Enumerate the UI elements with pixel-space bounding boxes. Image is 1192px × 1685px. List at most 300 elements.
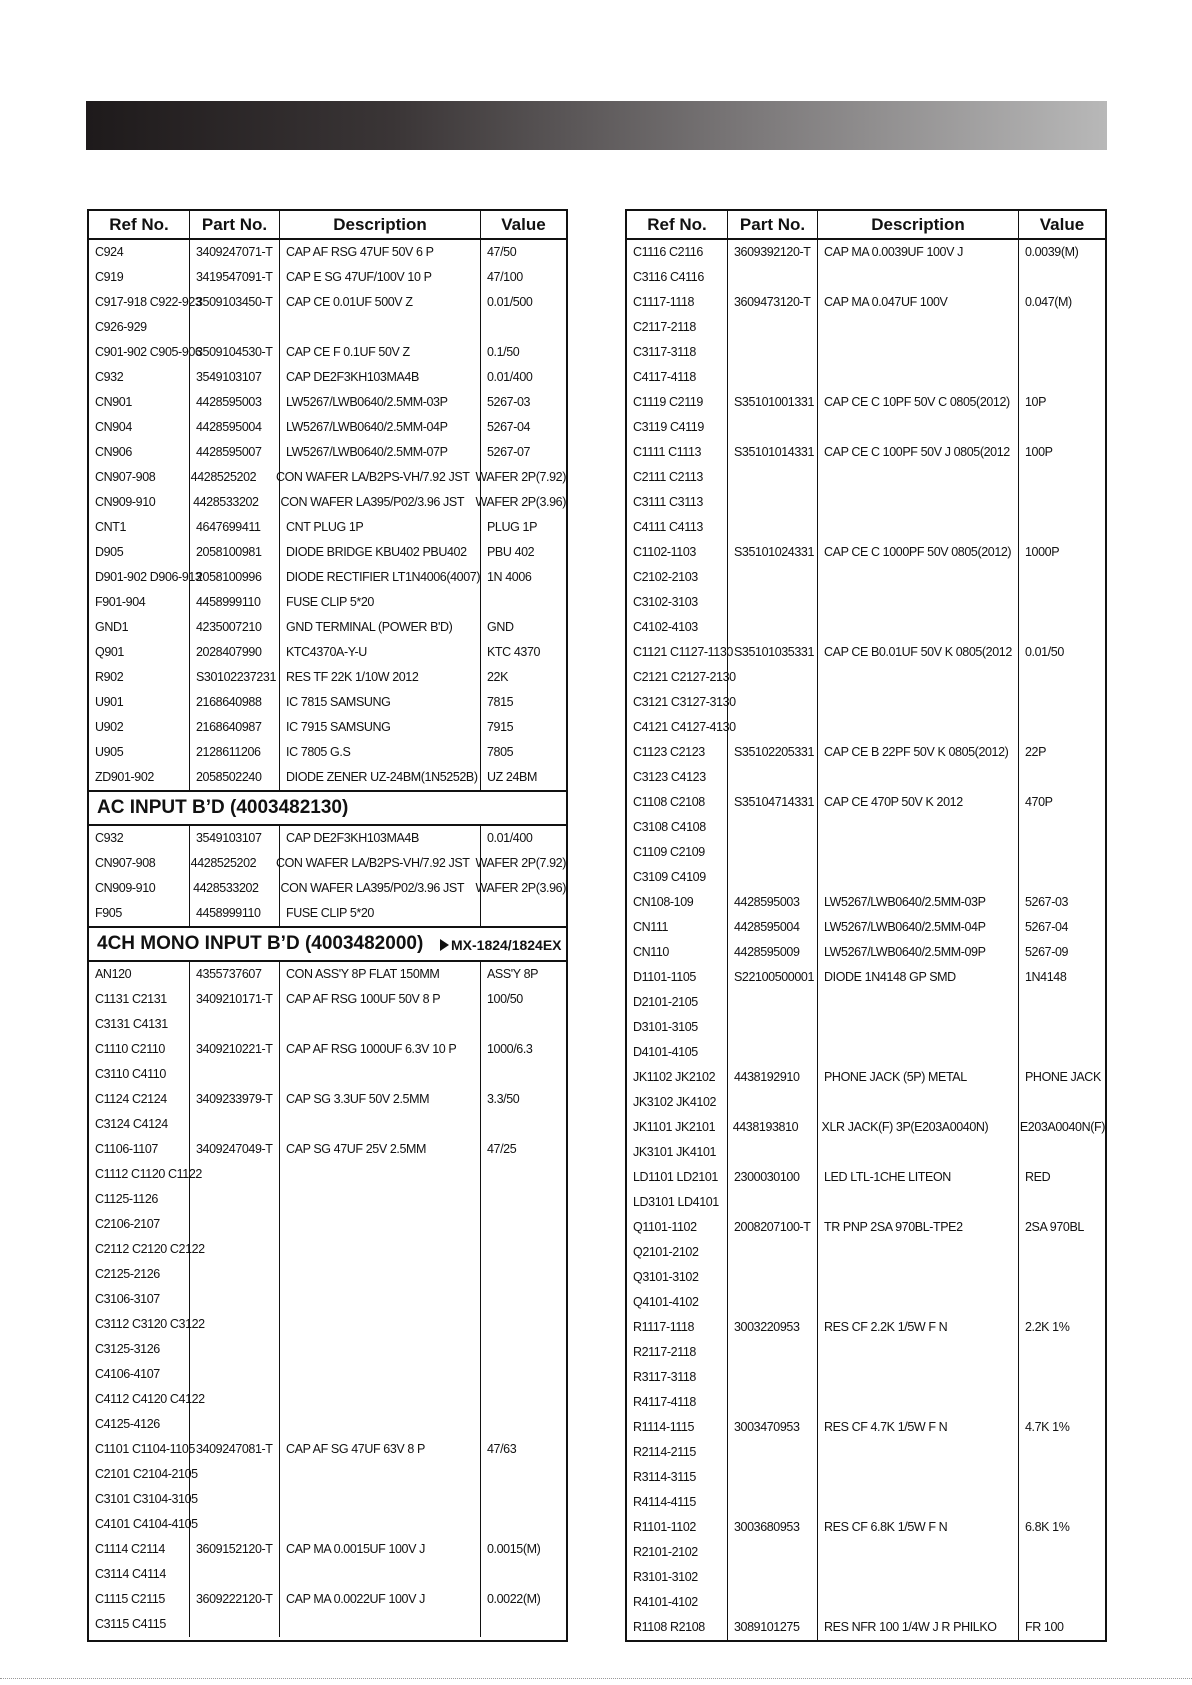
value-cell: 5267-04: [1025, 920, 1069, 934]
part-no-cell: [728, 1015, 818, 1040]
ref-no-cell: F905: [95, 906, 122, 920]
value-cell: GND: [487, 620, 514, 634]
ref-no-cell: C1125-1126: [95, 1192, 158, 1206]
table-row: [627, 1490, 1105, 1515]
table-row: [89, 1062, 566, 1087]
col-ref-no: Ref No.: [89, 211, 190, 238]
value-cell: UZ 24BM: [487, 770, 537, 784]
description-cell: CAP AF RSG 1000UF 6.3V 10 P: [286, 1042, 457, 1056]
ref-no-cell: R4117-4118: [633, 1395, 696, 1409]
part-no-cell: 3003470953: [734, 1420, 800, 1434]
description-cell: [818, 340, 1019, 365]
part-no-cell: [728, 1490, 818, 1515]
ref-no-cell: C3109 C4109: [633, 870, 706, 884]
part-no-cell: S35101035331: [734, 645, 815, 659]
table-row: [89, 1387, 566, 1412]
ref-no-cell: C4101 C4104-4105: [95, 1517, 198, 1531]
table-row: [627, 365, 1105, 390]
description-cell: CON ASS'Y 8P FLAT 150MM: [286, 967, 440, 981]
part-no-cell: S35101014331: [734, 445, 815, 459]
table-section: [89, 826, 566, 926]
value-cell: 5267-03: [1025, 895, 1069, 909]
table-row: [89, 826, 566, 851]
description-cell: CAP SG 47UF 25V 2.5MM: [286, 1142, 427, 1156]
description-cell: XLR JACK(F) 3P(E203A0040N): [821, 1120, 989, 1134]
table-row: [89, 1312, 566, 1337]
ref-no-cell: C3116 C4116: [633, 270, 704, 284]
ref-no-cell: R1117-1118: [633, 1320, 695, 1334]
value-cell: 47/63: [487, 1442, 517, 1456]
table-row: [89, 1562, 566, 1587]
table-row: [89, 1187, 566, 1212]
value-cell: [1019, 1340, 1105, 1365]
table-row: [89, 515, 566, 540]
description-cell: [280, 1187, 481, 1212]
part-no-cell: 2300030100: [734, 1170, 800, 1184]
ref-no-cell: CN904: [95, 420, 132, 434]
value-cell: 47/50: [487, 245, 517, 259]
description-cell: [280, 1312, 481, 1337]
part-no-cell: [190, 1487, 280, 1512]
table-row: [89, 1537, 566, 1562]
part-no-cell: [728, 1290, 818, 1315]
description-cell: CAP MA 0.0039UF 100V J: [824, 245, 963, 259]
part-no-cell: 4355737607: [196, 967, 262, 981]
triangle-right-icon: [440, 939, 449, 951]
part-no-cell: 2168640988: [196, 695, 262, 709]
part-no-cell: [190, 1462, 280, 1487]
table-row: [89, 901, 566, 926]
part-no-cell: 2058100996: [196, 570, 262, 584]
part-no-cell: [190, 315, 280, 340]
part-no-cell: [728, 1265, 818, 1290]
value-cell: [1019, 1440, 1105, 1465]
part-no-cell: 3089101275: [734, 1620, 800, 1634]
value-cell: 1N 4006: [487, 570, 532, 584]
value-cell: [1019, 1265, 1105, 1290]
part-no-cell: [190, 1412, 280, 1437]
description-cell: [280, 1412, 481, 1437]
table-row: [89, 490, 566, 515]
value-cell: [481, 1162, 566, 1187]
description-cell: CAP CE C 1000PF 50V 0805(2012): [824, 545, 1012, 559]
value-cell: 6.8K 1%: [1025, 1520, 1070, 1534]
value-cell: [1019, 1390, 1105, 1415]
description-cell: RES CF 6.8K 1/5W F N: [824, 1520, 948, 1534]
table-row: [627, 1215, 1105, 1240]
ref-no-cell: C1106-1107: [95, 1142, 158, 1156]
table-row: [89, 1337, 566, 1362]
table-row: [627, 490, 1105, 515]
value-cell: 0.01/400: [487, 831, 533, 845]
value-cell: [1019, 1365, 1105, 1390]
ref-no-cell: C2101 C2104-2105: [95, 1467, 198, 1481]
ref-no-cell: C901-902 C905-906: [95, 345, 202, 359]
table-row: [89, 765, 566, 790]
section-title: [89, 926, 566, 962]
value-cell: 0.01/400: [487, 370, 533, 384]
table-row: [627, 1140, 1105, 1165]
part-no-cell: [728, 465, 818, 490]
value-cell: 1N4148: [1025, 970, 1067, 984]
part-no-cell: 3609392120-T: [734, 245, 811, 259]
part-no-cell: [728, 340, 818, 365]
value-cell: [481, 1237, 566, 1262]
ref-no-cell: C2106-2107: [95, 1217, 160, 1231]
header-banner: [86, 101, 1107, 150]
ref-no-cell: C1119 C2119: [633, 395, 703, 409]
table-row: [89, 1137, 566, 1162]
table-row: [627, 340, 1105, 365]
table-row: [89, 962, 566, 987]
description-cell: [818, 490, 1019, 515]
ref-no-cell: R1101-1102: [633, 1520, 696, 1534]
table-row: [627, 1440, 1105, 1465]
table-row: [627, 1265, 1105, 1290]
part-no-cell: [728, 1440, 818, 1465]
ref-no-cell: C1102-1103: [633, 545, 696, 559]
model-note: [440, 929, 562, 961]
value-cell: WAFER 2P(7.92): [475, 856, 566, 870]
ref-no-cell: C4111 C4113: [633, 520, 703, 534]
value-cell: [1019, 840, 1105, 865]
table-row: [89, 1437, 566, 1462]
table-row: [89, 1162, 566, 1187]
ref-no-cell: U901: [95, 695, 124, 709]
description-cell: [818, 1565, 1019, 1590]
ref-no-cell: R1108 R2108: [633, 1620, 705, 1634]
description-cell: CAP CE C 10PF 50V C 0805(2012): [824, 395, 1010, 409]
table-row: [627, 1315, 1105, 1340]
value-cell: 100/50: [487, 992, 523, 1006]
table-row: [627, 1065, 1105, 1090]
ref-no-cell: CN906: [95, 445, 132, 459]
table-row: [89, 1262, 566, 1287]
value-cell: 5267-09: [1025, 945, 1069, 959]
part-no-cell: [728, 265, 818, 290]
table-row: [89, 465, 566, 490]
description-cell: CAP AF RSG 47UF 50V 6 P: [286, 245, 434, 259]
table-body: [89, 240, 566, 1637]
table-row: [627, 615, 1105, 640]
table-row: [627, 1240, 1105, 1265]
description-cell: RES NFR 100 1/4W J R PHILKO: [824, 1620, 997, 1634]
part-no-cell: 4458999110: [196, 906, 261, 920]
ref-no-cell: R2114-2115: [633, 1445, 696, 1459]
description-cell: CON WAFER LA395/P02/3.96 JST: [280, 881, 465, 895]
description-cell: [818, 565, 1019, 590]
description-cell: [818, 1290, 1019, 1315]
table-row: [89, 240, 566, 265]
table-row: [627, 740, 1105, 765]
ref-no-cell: D905: [95, 545, 124, 559]
value-cell: [481, 1262, 566, 1287]
parts-table-right: [625, 209, 1107, 1642]
description-cell: LW5267/LWB0640/2.5MM-03P: [824, 895, 986, 909]
description-cell: IC 7915 SAMSUNG: [286, 720, 391, 734]
value-cell: [481, 1412, 566, 1437]
ref-no-cell: C2121 C2127-2130: [633, 670, 736, 684]
ref-no-cell: CN909-910: [95, 881, 156, 895]
ref-no-cell: C3119 C4119: [633, 420, 704, 434]
part-no-cell: 3419547091-T: [196, 270, 273, 284]
part-no-cell: [190, 1612, 280, 1637]
ref-no-cell: C1101 C1104-1105: [95, 1442, 195, 1456]
value-cell: [1019, 1140, 1105, 1165]
ref-no-cell: U902: [95, 720, 124, 734]
description-cell: [818, 1090, 1019, 1115]
table-row: [627, 1515, 1105, 1540]
description-cell: CAP AF RSG 100UF 50V 8 P: [286, 992, 441, 1006]
value-cell: [481, 1562, 566, 1587]
table-row: [89, 1412, 566, 1437]
description-cell: CAP DE2F3KH103MA4B: [286, 370, 419, 384]
ref-no-cell: JK3102 JK4102: [633, 1095, 717, 1109]
part-no-cell: 4428595004: [196, 420, 262, 434]
description-cell: PHONE JACK (5P) METAL: [824, 1070, 967, 1084]
part-no-cell: 3609473120-T: [734, 295, 811, 309]
part-no-cell: 3509103450-T: [196, 295, 273, 309]
description-cell: [280, 1062, 481, 1087]
value-cell: [1019, 1090, 1105, 1115]
ref-no-cell: ZD901-902: [95, 770, 154, 784]
table-row: [627, 765, 1105, 790]
part-no-cell: 4647699411: [196, 520, 261, 534]
ref-no-cell: CN901: [95, 395, 132, 409]
ref-no-cell: C1109 C2109: [633, 845, 705, 859]
part-no-cell: [190, 1387, 280, 1412]
value-cell: 470P: [1025, 795, 1053, 809]
description-cell: CAP CE B 22PF 50V K 0805(2012): [824, 745, 1009, 759]
description-cell: [280, 1012, 481, 1037]
part-no-cell: [728, 315, 818, 340]
value-cell: [1019, 1590, 1105, 1615]
ref-no-cell: C1124 C2124: [95, 1092, 167, 1106]
value-cell: E203A0040N(F): [1019, 1120, 1105, 1134]
part-no-cell: [728, 1190, 818, 1215]
part-no-cell: 3409247081-T: [196, 1442, 273, 1456]
part-no-cell: [728, 765, 818, 790]
table-row: [89, 715, 566, 740]
ref-no-cell: C2112 C2120 C2122: [95, 1242, 205, 1256]
part-no-cell: 3549103107: [196, 370, 262, 384]
value-cell: [481, 1062, 566, 1087]
col-value: Value: [1039, 215, 1085, 234]
value-cell: 1000P: [1025, 545, 1060, 559]
table-row: [89, 290, 566, 315]
col-description: Description: [818, 211, 1019, 238]
part-no-cell: 2058100981: [196, 545, 262, 559]
value-cell: 0.01/500: [487, 295, 533, 309]
description-cell: [818, 415, 1019, 440]
ref-no-cell: C926-929: [95, 320, 147, 334]
ref-no-cell: JK3101 JK4101: [633, 1145, 717, 1159]
ref-no-cell: CNT1: [95, 520, 127, 534]
table-row: [627, 290, 1105, 315]
value-cell: 7915: [487, 720, 514, 734]
value-cell: 0.0039(M): [1025, 245, 1079, 259]
table-row: [627, 965, 1105, 990]
description-cell: CON WAFER LA395/P02/3.96 JST: [280, 495, 465, 509]
part-no-cell: [190, 1362, 280, 1387]
part-no-cell: S35101024331: [734, 545, 815, 559]
ref-no-cell: C924: [95, 245, 124, 259]
part-no-cell: 4428533202: [193, 881, 259, 895]
value-cell: 2SA 970BL: [1025, 1220, 1084, 1234]
table-row: [89, 540, 566, 565]
part-no-cell: 3509104530-T: [196, 345, 273, 359]
ref-no-cell: C3115 C4115: [95, 1617, 166, 1631]
description-cell: LW5267/LWB0640/2.5MM-09P: [824, 945, 986, 959]
table-row: [89, 615, 566, 640]
description-cell: [818, 1365, 1019, 1390]
ref-no-cell: C1117-1118: [633, 295, 695, 309]
table-row: [89, 640, 566, 665]
value-cell: [481, 1387, 566, 1412]
value-cell: RED: [1025, 1170, 1051, 1184]
value-cell: 7805: [487, 745, 514, 759]
ref-no-cell: C1116 C2116: [633, 245, 703, 259]
value-cell: [1019, 990, 1105, 1015]
description-cell: [280, 1362, 481, 1387]
description-cell: DIODE BRIDGE KBU402 PBU402: [286, 545, 467, 559]
section-title-text: 4CH MONO INPUT B’D (4003482000): [97, 933, 424, 954]
description-cell: RES CF 2.2K 1/5W F N: [824, 1320, 948, 1334]
description-cell: FUSE CLIP 5*20: [286, 595, 374, 609]
value-cell: 5267-03: [487, 395, 531, 409]
part-no-cell: 3409247049-T: [196, 1142, 273, 1156]
ref-no-cell: U905: [95, 745, 124, 759]
part-no-cell: [728, 1340, 818, 1365]
table-row: [627, 1415, 1105, 1440]
description-cell: [280, 1512, 481, 1537]
ref-no-cell: D2101-2105: [633, 995, 698, 1009]
description-cell: [818, 1190, 1019, 1215]
description-cell: [818, 765, 1019, 790]
part-no-cell: [190, 1062, 280, 1087]
ref-no-cell: D4101-4105: [633, 1045, 698, 1059]
table-row: [89, 987, 566, 1012]
table-row: [89, 1037, 566, 1062]
ref-no-cell: R4114-4115: [633, 1495, 696, 1509]
description-cell: IC 7815 SAMSUNG: [286, 695, 391, 709]
table-row: [89, 265, 566, 290]
table-row: [627, 390, 1105, 415]
part-no-cell: S22100500001: [734, 970, 815, 984]
ref-no-cell: C3124 C4124: [95, 1117, 168, 1131]
description-cell: CAP E SG 47UF/100V 10 P: [286, 270, 432, 284]
table-row: [627, 1340, 1105, 1365]
ref-no-cell: CN111: [633, 920, 669, 934]
description-cell: CAP CE 470P 50V K 2012: [824, 795, 963, 809]
ref-no-cell: JK1102 JK2102: [633, 1070, 716, 1084]
table-row: [89, 415, 566, 440]
description-cell: [280, 1212, 481, 1237]
value-cell: [1019, 465, 1105, 490]
table-row: [627, 1615, 1105, 1640]
part-no-cell: [728, 1540, 818, 1565]
value-cell: [1019, 1540, 1105, 1565]
part-no-cell: 4428595007: [196, 445, 262, 459]
table-row: [627, 1540, 1105, 1565]
part-no-cell: [190, 1212, 280, 1237]
parts-table-left: [87, 209, 568, 1642]
value-cell: 10P: [1025, 395, 1047, 409]
part-no-cell: [728, 1090, 818, 1115]
table-row: [89, 690, 566, 715]
table-row: [89, 365, 566, 390]
description-cell: [818, 465, 1019, 490]
page-bottom-rule: [0, 1678, 1192, 1679]
value-cell: [481, 1187, 566, 1212]
part-no-cell: 4438193810: [732, 1120, 799, 1134]
description-cell: [818, 1015, 1019, 1040]
part-no-cell: [728, 1565, 818, 1590]
ref-no-cell: C917-918 C922-923: [95, 295, 202, 309]
description-cell: CAP DE2F3KH103MA4B: [286, 831, 419, 845]
part-no-cell: [728, 690, 818, 715]
table-row: [627, 1590, 1105, 1615]
table-row: [627, 815, 1105, 840]
description-cell: [818, 1465, 1019, 1490]
part-no-cell: [190, 1112, 280, 1137]
part-no-cell: [728, 565, 818, 590]
description-cell: [818, 1390, 1019, 1415]
table-row: [627, 540, 1105, 565]
table-row: [627, 915, 1105, 940]
part-no-cell: 3609152120-T: [196, 1542, 273, 1556]
table-row: [89, 440, 566, 465]
description-cell: RES TF 22K 1/10W 2012: [286, 670, 419, 684]
ref-no-cell: C3117-3118: [633, 345, 696, 359]
table-row: [627, 940, 1105, 965]
part-no-cell: 2058502240: [196, 770, 262, 784]
part-no-cell: [728, 715, 818, 740]
value-cell: 47/25: [487, 1142, 517, 1156]
value-cell: [481, 1362, 566, 1387]
description-cell: [280, 1337, 481, 1362]
value-cell: [481, 1312, 566, 1337]
ref-no-cell: C4112 C4120 C4122: [95, 1392, 205, 1406]
ref-no-cell: CN907-908: [95, 856, 156, 870]
part-no-cell: [190, 1237, 280, 1262]
ref-no-cell: C932: [95, 370, 124, 384]
description-cell: [818, 665, 1019, 690]
value-cell: [1019, 715, 1105, 740]
table-row: [89, 1237, 566, 1262]
description-cell: [280, 1462, 481, 1487]
part-no-cell: 3003220953: [734, 1320, 800, 1334]
value-cell: KTC 4370: [487, 645, 541, 659]
part-no-cell: [190, 1312, 280, 1337]
part-no-cell: [728, 1590, 818, 1615]
table-row: [627, 665, 1105, 690]
part-no-cell: S35101001331: [734, 395, 815, 409]
table-row: [89, 1512, 566, 1537]
part-no-cell: [728, 1365, 818, 1390]
ref-no-cell: C3106-3107: [95, 1292, 160, 1306]
ref-no-cell: C4102-4103: [633, 620, 698, 634]
description-cell: [818, 690, 1019, 715]
ref-no-cell: R1114-1115: [633, 1420, 695, 1434]
part-no-cell: 3549103107: [196, 831, 262, 845]
value-cell: 5267-04: [487, 420, 531, 434]
ref-no-cell: Q901: [95, 645, 124, 659]
part-no-cell: 4428533202: [193, 495, 259, 509]
value-cell: [1019, 1290, 1105, 1315]
table-row: [627, 840, 1105, 865]
part-no-cell: [190, 1187, 280, 1212]
